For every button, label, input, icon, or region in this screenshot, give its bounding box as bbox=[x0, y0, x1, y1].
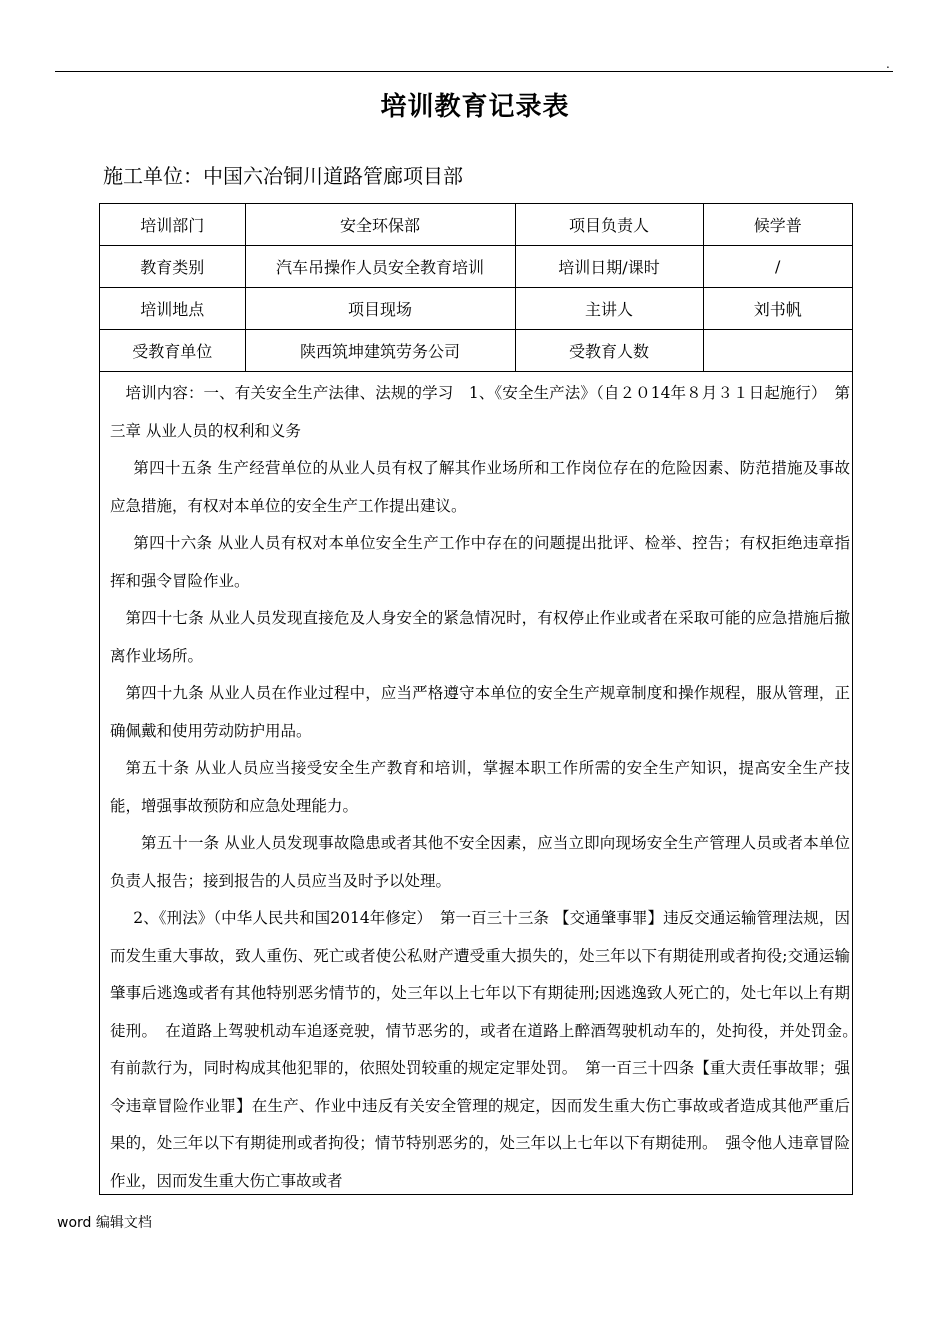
value-trainee-count bbox=[703, 330, 852, 372]
content-paragraph: 第四十七条 从业人员发现直接危及人身安全的紧急情况时，有权停止作业或者在采取可能的应急措施后撤离作业场所。 bbox=[110, 609, 850, 665]
page-title: 培训教育记录表 bbox=[380, 92, 570, 122]
label-trainee-count: 受教育人数 bbox=[515, 330, 703, 372]
value-trainee-unit: 陕西筑坤建筑劳务公司 bbox=[245, 330, 515, 372]
value-training-date: / bbox=[703, 246, 852, 288]
training-record-form bbox=[99, 203, 866, 1195]
content-paragraph: 第五十条 从业人员应当接受安全生产教育和培训，掌握本职工作所需的安全生产知识，提高安全生产技能，增强事故预防和应急处理能力。 bbox=[110, 759, 850, 815]
table-row bbox=[100, 288, 852, 330]
content-paragraph: 培训内容：一、有关安全生产法律、法规的学习 1、《安全生产法》（自２０14年８月３１日起施行） 第三章 从业人员的权利和义务 bbox=[110, 384, 850, 440]
value-training-location: 项目现场 bbox=[245, 288, 515, 330]
content-paragraph: 第四十九条 从业人员在作业过程中，应当严格遵守本单位的安全生产规章制度和操作规程，服从管理，正确佩戴和使用劳动防护用品。 bbox=[110, 684, 850, 740]
value-education-type: 汽车吊操作人员安全教育培训 bbox=[245, 246, 515, 288]
label-training-date: 培训日期/课时 bbox=[515, 246, 703, 288]
value-lecturer: 刘书帆 bbox=[703, 288, 852, 330]
value-training-dept: 安全环保部 bbox=[245, 204, 515, 246]
table-row bbox=[100, 204, 852, 246]
label-education-type: 教育类别 bbox=[100, 246, 245, 288]
info-table bbox=[100, 204, 852, 372]
label-training-location: 培训地点 bbox=[100, 288, 245, 330]
label-training-dept: 培训部门 bbox=[100, 204, 245, 246]
content-paragraph: 2、《刑法》（中华人民共和国2014年修定） 第一百三十三条 【交通肇事罪】违反交通运输管理法规，因而发生重大事故，致人重伤、死亡或者使公私财产遭受重大损失的，处三年以下有期徒刑或者拘役;交通运输肇事后逃逸或者有其他特别恶劣情节的，处三年以上七年以下有期徒刑;因逃逸致人死亡的，处七年以上有期徒刑。 在道路上驾驶机动车追逐竞驶，情节恶劣的，或者在道路上醉酒驾驶机动车的，处拘役，并处罚金。 有前款行为，同时构成其他犯罪的，依照处罚较重的规定定罪处罚。 第一百三十四条【重大责任事故罪；强令违章冒险作业罪】在生产、作业中违反有关安全管理的规定，因而发生重大伤亡事故或者造成其他严重后果的，处三年以下有期徒刑或者拘役；情节特别恶劣的，处三年以上七年以下有期徒刑。 强令他人违章冒险作业，因而发生重大伤亡事故或者 bbox=[110, 909, 866, 1190]
table-row bbox=[100, 330, 852, 372]
header-rule bbox=[55, 71, 893, 72]
footer-label: word 编辑文档 bbox=[57, 1215, 152, 1231]
table-row bbox=[100, 246, 852, 288]
content-paragraph: 第五十一条 从业人员发现事故隐患或者其他不安全因素，应当立即向现场安全生产管理人员或者本单位负责人报告；接到报告的人员应当及时予以处理。 bbox=[110, 834, 850, 890]
label-lecturer: 主讲人 bbox=[515, 288, 703, 330]
content-paragraph: 第四十五条 生产经营单位的从业人员有权了解其作业场所和工作岗位存在的危险因素、防范措施及事故应急措施，有权对本单位的安全生产工作提出建议。 bbox=[110, 459, 850, 515]
construction-unit-line: 施工单位：中国六冶铜川道路管廊项目部 bbox=[103, 164, 463, 188]
value-project-leader: 候学普 bbox=[703, 204, 852, 246]
training-content bbox=[100, 372, 866, 1200]
label-project-leader: 项目负责人 bbox=[515, 204, 703, 246]
header-corner-mark: . bbox=[886, 57, 890, 71]
label-trainee-unit: 受教育单位 bbox=[100, 330, 245, 372]
content-paragraph: 第四十六条 从业人员有权对本单位安全生产工作中存在的问题提出批评、检举、控告；有权拒绝违章指挥和强令冒险作业。 bbox=[110, 534, 850, 590]
